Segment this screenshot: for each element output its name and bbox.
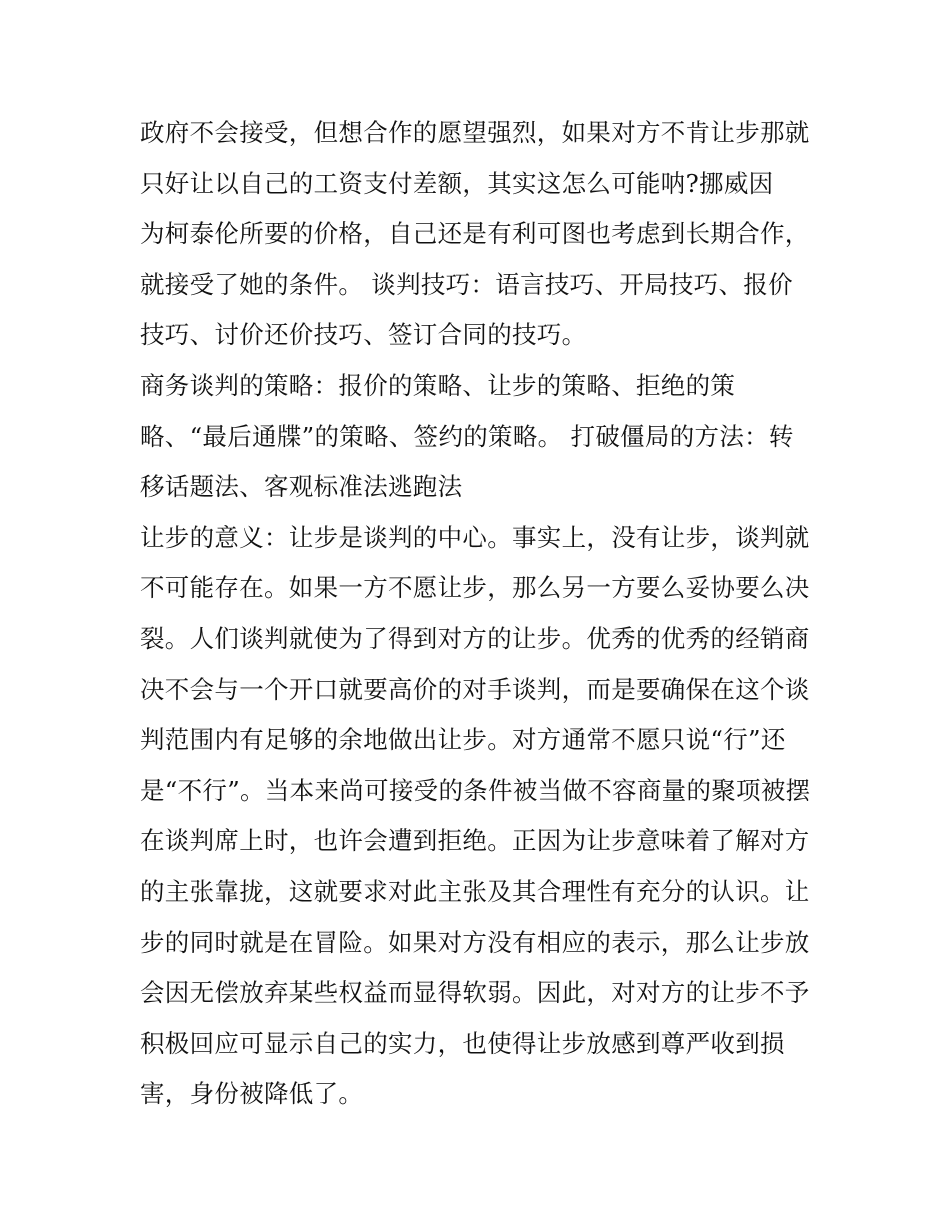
text-line: 为柯泰伦所要的价格，自己还是有利可图也考虑到长期合作，	[140, 219, 810, 249]
text-line: 决不会与一个开口就要高价的对手谈判，而是要确保在这个谈	[140, 674, 810, 704]
text-line: 判范围内有足够的余地做出让步。对方通常不愿只说“行”还	[140, 725, 786, 755]
body-text	[140, 108, 830, 1120]
text-line: 的主张靠拢，这就要求对此主张及其合理性有充分的认识。让	[140, 876, 810, 906]
text-line: 在谈判席上时，也许会遭到拒绝。正因为让步意味着了解对方	[140, 826, 810, 856]
text-line: 略、“最后通牒”的策略、签约的策略。 打破僵局的方法：转	[140, 421, 794, 451]
text-line: 技巧、讨价还价技巧、签订合同的技巧。	[140, 320, 587, 350]
text-line: 裂。人们谈判就使为了得到对方的让步。优秀的优秀的经销商	[140, 623, 810, 653]
text-line: 会因无偿放弃某些权益而显得软弱。因此，对对方的让步不予	[140, 978, 810, 1008]
text-line: 让步的意义：让步是谈判的中心。事实上，没有让步，谈判就	[140, 522, 810, 552]
text-line: 商务谈判的策略：报价的策略、让步的策略、拒绝的策	[140, 370, 736, 400]
text-line: 积极回应可显示自己的实力，也使得让步放感到尊严收到损	[140, 1028, 785, 1058]
text-line: 移话题法、客观标准法逃跑法	[140, 472, 463, 502]
text-line: 政府不会接受，但想合作的愿望强烈，如果对方不肯让步那就	[140, 118, 810, 147]
text-line: 就接受了她的条件。 谈判技巧：语言技巧、开局技巧、报价	[140, 269, 793, 299]
text-line: 是“不行”。当本来尚可接受的条件被当做不容商量的聚项被摆	[140, 775, 811, 805]
text-line: 害，身份被降低了。	[140, 1079, 364, 1109]
text-line: 步的同时就是在冒险。如果对方没有相应的表示，那么让步放	[140, 927, 810, 957]
text-line: 不可能存在。如果一方不愿让步，那么另一方要么妥协要么决	[140, 573, 810, 603]
text-line: 只好让以自己的工资支付差额，其实这怎么可能呐?挪威因	[140, 168, 774, 198]
